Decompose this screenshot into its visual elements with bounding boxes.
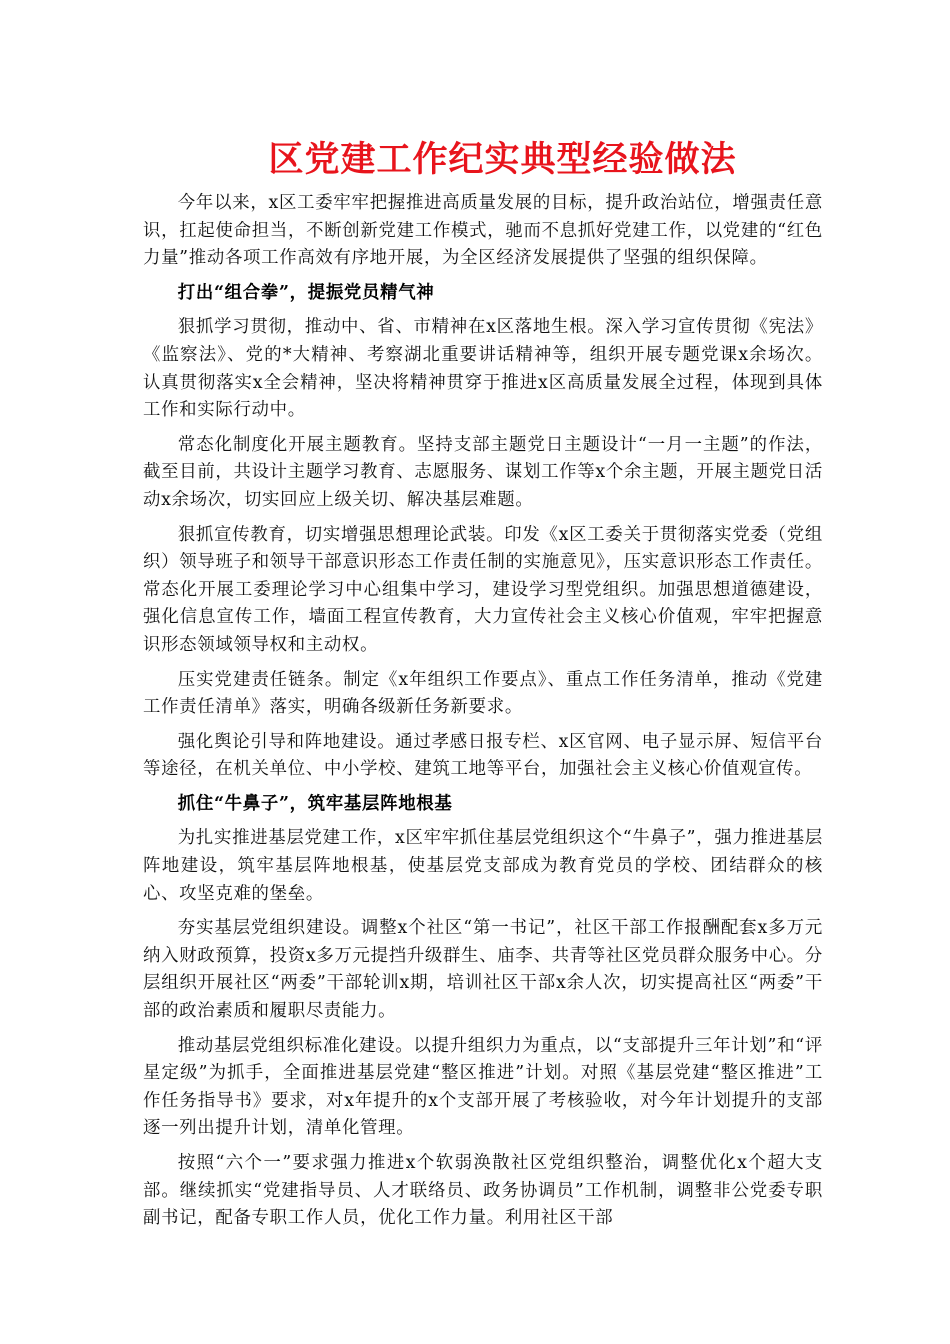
document-title: 区党建工作纪实典型经验做法 (268, 139, 737, 180)
section-heading-2: 抓住“牛鼻子”，筑牢基层阵地根基 (177, 793, 453, 814)
document-body (143, 190, 823, 1240)
paragraph: 强化舆论引导和阵地建设。通过孝感日报专栏、x区官网、电子显示屏、短信平台等途径，在机关单位、中小学校、建筑工地等平台，加强社会主义核心价值观宣传。 (143, 731, 823, 780)
paragraph: 压实党建责任链条。制定《x年组织工作要点》、重点工作任务清单，推动《党建工作责任清单》落实，明确各级新任务新要求。 (143, 669, 823, 718)
paragraph: 推动基层党组织标准化建设。以提升组织力为重点，以“支部提升三年计划”和“评星定级”为抓手，全面推进基层党建“整区推进”计划。对照《基层党建“整区推进”工作任务指导书》要求，对x年提升的x个支部开展了考核验收，对今年计划提升的支部逐一列出提升计划，清单化管理。 (143, 1035, 823, 1139)
paragraph: 狠抓宣传教育，切实增强思想理论武装。印发《x区工委关于贯彻落实党委（党组织）领导班子和领导干部意识形态工作责任制的实施意见》，压实意识形态工作责任。常态化开展工委理论学习中心组集中学习，建设学习型党组织。加强思想道德建设，强化信息宣传工作，墙面工程宣传教育，大力宣传社会主义核心价值观，牢牢把握意识形态领域领导权和主动权。 (143, 524, 823, 655)
section-heading-1: 打出“组合拳”，提振党员精气神 (177, 282, 435, 303)
paragraph: 为扎实推进基层党建工作，x区牢牢抓住基层党组织这个“牛鼻子”，强力推进基层阵地建设，筑牢基层阵地根基，使基层党支部成为教育党员的学校、团结群众的核心、攻坚克难的堡垒。 (143, 828, 823, 904)
paragraph: 夯实基层党组织建设。调整x个社区“第一书记”，社区干部工作报酬配套x多万元纳入财政预算，投资x多万元提挡升级群生、庙李、共青等社区党员群众服务中心。分层组织开展社区“两委”干部轮训x期，培训社区干部x余人次，切实提高社区“两委”干部的政治素质和履职尽责能力。 (143, 918, 823, 1022)
paragraph: 狠抓学习贯彻，推动中、省、市精神在x区落地生根。深入学习宣传贯彻《宪法》《监察法》、党的*大精神、考察湖北重要讲话精神等，组织开展专题党课x余场次。认真贯彻落实x全会精神，坚决将精神贯穿于推进x区高质量发展全过程，体现到具体工作和实际行动中。 (143, 317, 823, 421)
paragraph-intro: 今年以来，x区工委牢牢把握推进高质量发展的目标，提升政治站位，增强责任意识，扛起使命担当，不断创新党建工作模式，驰而不息抓好党建工作，以党建的“红色力量”推动各项工作高效有序地开展，为全区经济发展提供了坚强的组织保障。 (143, 193, 823, 269)
paragraph: 按照“六个一”要求强力推进x个软弱涣散社区党组织整治，调整优化x个超大支部。继续抓实“党建指导员、人才联络员、政务协调员”工作机制，调整非公党委专职副书记，配备专职工作人员，优化工作力量。利用社区干部 (143, 1153, 823, 1229)
paragraph: 常态化制度化开展主题教育。坚持支部主题党日主题设计“一月一主题”的作法，截至目前，共设计主题学习教育、志愿服务、谋划工作等x个余主题，开展主题党日活动x余场次，切实回应上级关切、解决基层难题。 (143, 434, 823, 510)
